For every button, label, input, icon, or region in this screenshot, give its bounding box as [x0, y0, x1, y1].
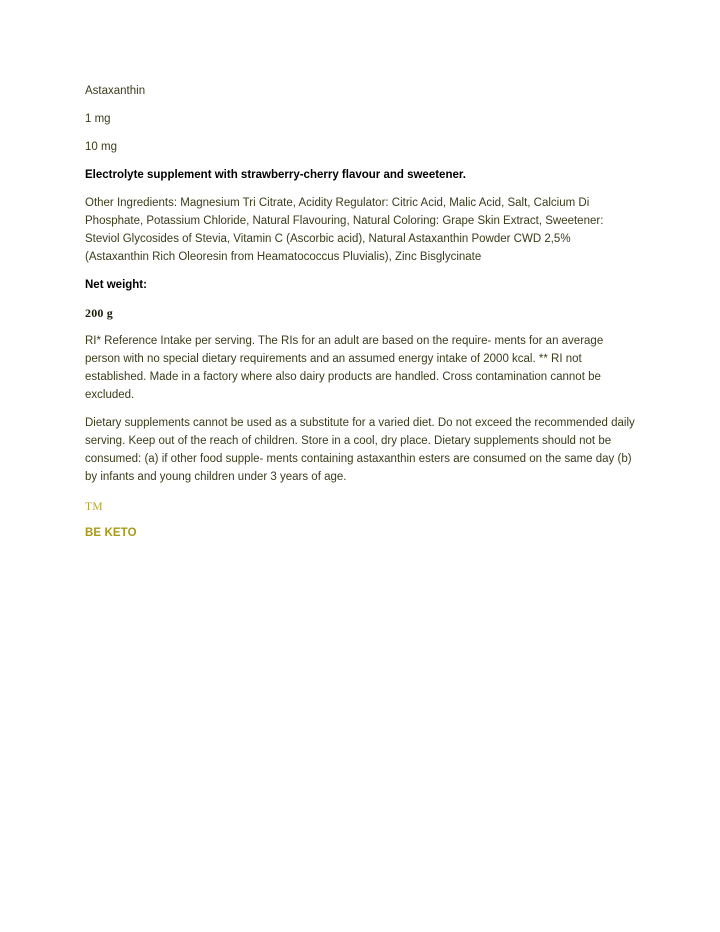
nutrient-amount-per-serving: 1 mg: [85, 113, 111, 125]
nutrient-amount-per-portion: 10 mg: [85, 141, 117, 153]
other-ingredients-paragraph: Other Ingredients: Magnesium Tri Citrate, Acidity Regulator: Citric Acid, Malic Acid, Salt, Calcium Di Phosphate, Potassium Chloride, Natural Flavouring, Natural Coloring: Grape Skin Extract, Sweetener: Steviol Glycosides of Stevia, Vitamin C (Ascorbic acid), Natural Astaxanthin Powder CWD 2,5% (Astaxanthin Rich Oleoresin from Heamatococcus Pluvialis), Zinc Bisglycinate: [85, 197, 604, 263]
warnings-paragraph: Dietary supplements cannot be used as a substitute for a varied diet. Do not exceed the recommended daily serving. Keep out of the reach of children. Store in a cool, dry place. Dietary supplements should not be consumed: (a) if other food supple- ments containing astaxanthin esters are consumed on the same day (b) by infants and young children under 3 years of age.: [85, 417, 635, 483]
label-content-column: [85, 82, 636, 542]
brand-name: BE KETO: [85, 527, 137, 539]
trademark-mark: TM: [85, 501, 103, 513]
reference-intake-note: RI* Reference Intake per serving. The RIs for an adult are based on the require- ments for an average person with no special dietary requirements and an assumed energy intake of 2000 kcal. ** RI not established. Made in a factory where also dairy products are handled. Cross contamination cannot be excluded.: [85, 335, 604, 401]
net-weight-label: Net weight:: [85, 279, 147, 291]
product-description-heading: Electrolyte supplement with strawberry-cherry flavour and sweetener.: [85, 169, 466, 181]
net-weight-value: 200 g: [85, 306, 113, 320]
nutrient-name: Astaxanthin: [85, 85, 146, 97]
